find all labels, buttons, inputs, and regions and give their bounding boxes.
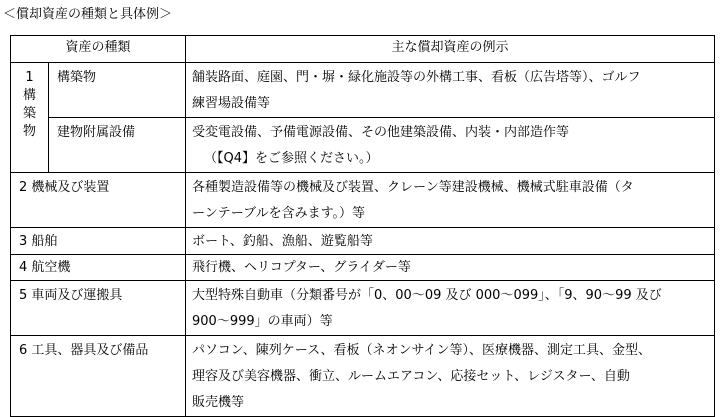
asset-type-cell: 2 機械及び装置 [11, 173, 186, 228]
group-1-number: 1 [25, 70, 34, 85]
group-1-label [11, 63, 49, 173]
table-row [11, 63, 715, 118]
header-examples: 主な償却資産の例示 [186, 36, 715, 63]
asset-example-cell: 舗装路面、庭園、門・塀・緑化施設等の外構工事、看板（広告塔等）、ゴルフ 練習場設備等 [186, 63, 715, 118]
asset-example-cell: 飛行機、ヘリコプター、グライダー等 [186, 255, 715, 281]
asset-type-cell: 建物附属設備 [49, 118, 186, 173]
group-1-char: 構 [22, 88, 36, 103]
asset-example-cell: ボート、釣船、漁船、遊覧船等 [186, 228, 715, 255]
group-1-char: 物 [22, 124, 36, 139]
table-row [11, 281, 715, 336]
table-row [11, 228, 715, 255]
table-caption: ＜償却資産の種類と具体例＞ [3, 7, 173, 22]
asset-example-cell: パソコン、陳列ケース、看板（ネオンサイン等）、医療機器、測定工具、金型、 理容及び美容機器、衝立、ルームエアコン、応接セット、レジスター、自動 販売機等 [186, 336, 715, 417]
table-row [11, 255, 715, 281]
header-asset-type: 資産の種類 [11, 36, 186, 63]
asset-example-cell: 大型特殊自動車（分類番号が「0、00～09 及び 000～099」、「9、90～99 及び 900～999」の車両）等 [186, 281, 715, 336]
asset-example-cell: 受変電設備、予備電源設備、その他建築設備、内装・内部造作等 （【Q4】をご参照ください。） [186, 118, 715, 173]
asset-type-cell: 5 車両及び運搬具 [11, 281, 186, 336]
asset-example-cell: 各種製造設備等の機械及び装置、クレーン等建設機械、機械式駐車設備（タ ーンテーブルを含みます。）等 [186, 173, 715, 228]
table-row [11, 118, 715, 173]
asset-type-cell: 4 航空機 [11, 255, 186, 281]
asset-types-table [10, 35, 715, 417]
asset-type-cell: 構築物 [49, 63, 186, 118]
table-row [11, 173, 715, 228]
asset-type-cell: 3 船舶 [11, 228, 186, 255]
asset-type-cell: 6 工具、器具及び備品 [11, 336, 186, 417]
table-header-row [11, 36, 715, 63]
group-1-char: 築 [22, 106, 36, 121]
table-row [11, 336, 715, 417]
